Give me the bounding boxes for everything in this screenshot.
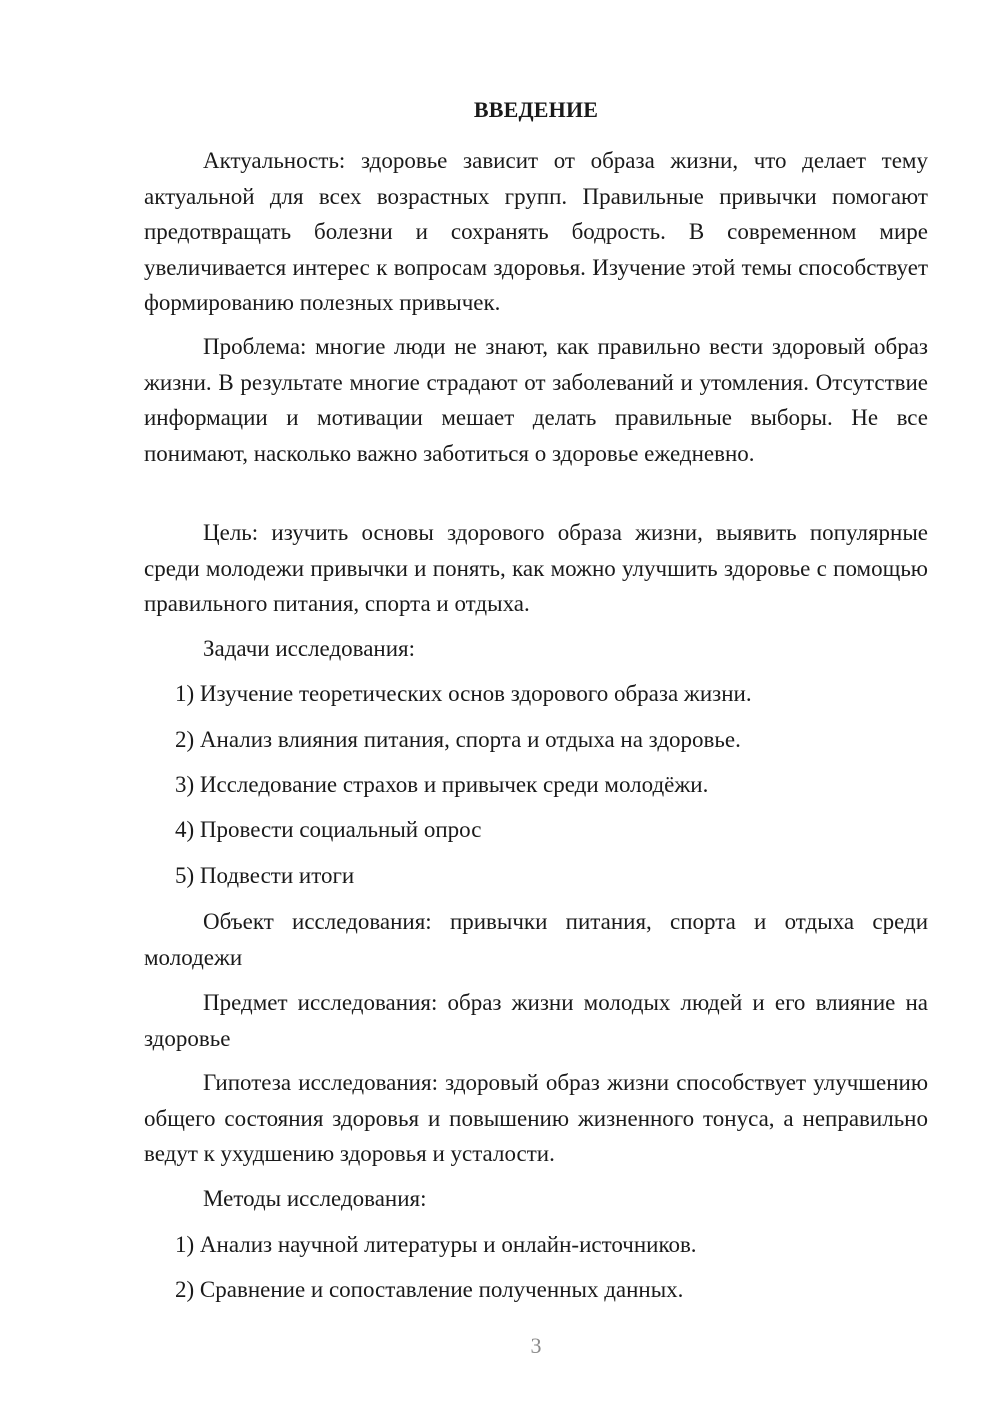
object-paragraph: Объект исследования: привычки питания, спорта и отдыха среди молодежи xyxy=(144,909,928,970)
subject-paragraph: Предмет исследования: образ жизни молодых людей и его влияние на здоровье xyxy=(144,990,928,1051)
method-item-1: 1) Анализ научной литературы и онлайн-источников. xyxy=(175,1232,697,1257)
task-item-2: 2) Анализ влияния питания, спорта и отдыха на здоровье. xyxy=(175,727,741,752)
problem-paragraph: Проблема: многие люди не знают, как правильно вести здоровый образ жизни. В результате многие страдают от заболеваний и утомления. Отсутствие информации и мотивации мешает делать правильные выборы. Не все понимают, насколько важно заботиться о здоровье ежедневно. xyxy=(144,334,928,466)
document-title: ВВЕДЕНИЕ xyxy=(473,97,599,122)
hypothesis-paragraph: Гипотеза исследования: здоровый образ жизни способствует улучшению общего состояния здоровья и повышению жизненного тонуса, а неправильно ведут к ухудшению здоровья и усталости. xyxy=(144,1070,928,1166)
task-item-1: 1) Изучение теоретических основ здорового образа жизни. xyxy=(175,681,752,706)
relevance-paragraph: Актуальность: здоровье зависит от образа жизни, что делает тему актуальной для всех возрастных групп. Правильные привычки помогают предотвращать болезни и сохранять бодрость. В современном мире увеличивается интерес к вопросам здоровья. Изучение этой темы способствует формированию полезных привычек. xyxy=(144,148,928,315)
page-number: 3 xyxy=(530,1333,542,1358)
goal-paragraph: Цель: изучить основы здорового образа жизни, выявить популярные среди молодежи привычки и понять, как можно улучшить здоровье с помощью правильного питания, спорта и отдыха. xyxy=(144,520,928,616)
task-item-4: 4) Провести социальный опрос xyxy=(175,817,482,842)
methods-heading: Методы исследования: xyxy=(203,1186,427,1211)
tasks-heading: Задачи исследования: xyxy=(203,636,416,661)
method-item-2: 2) Сравнение и сопоставление полученных данных. xyxy=(175,1277,684,1302)
task-item-3: 3) Исследование страхов и привычек среди молодёжи. xyxy=(175,772,709,797)
task-item-5: 5) Подвести итоги xyxy=(175,863,355,888)
document-page xyxy=(144,0,928,1414)
